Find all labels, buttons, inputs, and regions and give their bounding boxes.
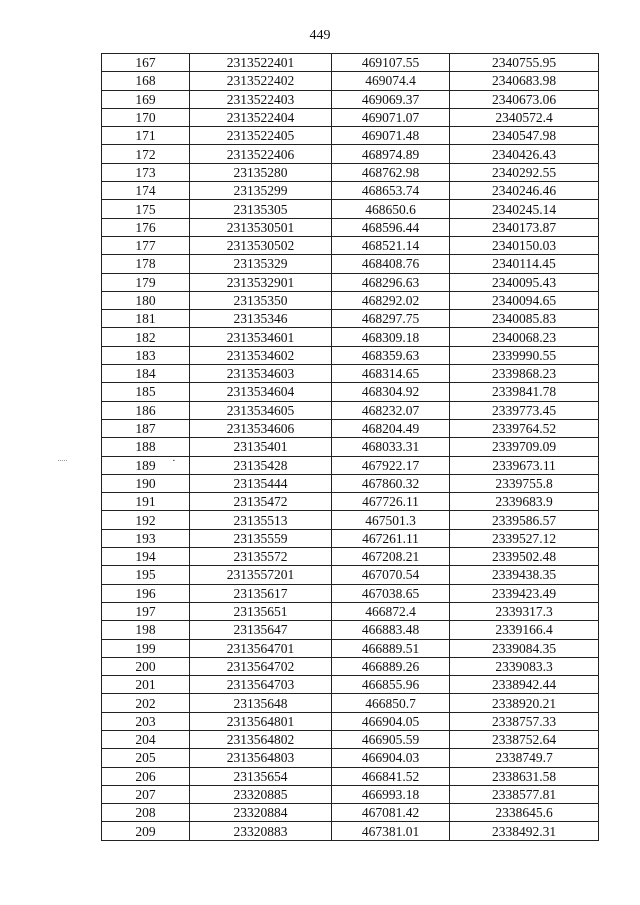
stray-dot-mark: · bbox=[172, 455, 176, 467]
y-coordinate-cell: 2339502.48 bbox=[450, 548, 599, 566]
point-id-cell: 2313532901 bbox=[190, 273, 332, 291]
y-coordinate-cell: 2339764.52 bbox=[450, 419, 599, 437]
point-id-cell: 23135444 bbox=[190, 474, 332, 492]
x-coordinate-cell: 469107.55 bbox=[332, 54, 450, 72]
x-coordinate-cell: 466904.05 bbox=[332, 712, 450, 730]
row-index-cell: 204 bbox=[102, 730, 190, 748]
row-index-cell: 195 bbox=[102, 566, 190, 584]
row-index-cell: 189 bbox=[102, 456, 190, 474]
row-index-cell: 173 bbox=[102, 163, 190, 181]
point-id-cell: 2313522404 bbox=[190, 108, 332, 126]
table-row bbox=[102, 273, 599, 291]
x-coordinate-cell: 467038.65 bbox=[332, 584, 450, 602]
point-id-cell: 2313534603 bbox=[190, 365, 332, 383]
table-row bbox=[102, 767, 599, 785]
y-coordinate-cell: 2339709.09 bbox=[450, 438, 599, 456]
y-coordinate-cell: 2338752.64 bbox=[450, 730, 599, 748]
row-index-cell: 196 bbox=[102, 584, 190, 602]
y-coordinate-cell: 2338577.81 bbox=[450, 785, 599, 803]
y-coordinate-cell: 2340173.87 bbox=[450, 218, 599, 236]
x-coordinate-cell: 467501.3 bbox=[332, 511, 450, 529]
y-coordinate-cell: 2340150.03 bbox=[450, 236, 599, 254]
y-coordinate-cell: 2339673.11 bbox=[450, 456, 599, 474]
point-id-cell: 2313522402 bbox=[190, 72, 332, 90]
y-coordinate-cell: 2339755.8 bbox=[450, 474, 599, 492]
row-index-cell: 176 bbox=[102, 218, 190, 236]
y-coordinate-cell: 2338942.44 bbox=[450, 676, 599, 694]
point-id-cell: 2313564803 bbox=[190, 749, 332, 767]
table-row bbox=[102, 182, 599, 200]
point-id-cell: 2313534602 bbox=[190, 346, 332, 364]
table-row bbox=[102, 621, 599, 639]
x-coordinate-cell: 468650.6 bbox=[332, 200, 450, 218]
point-id-cell: 23135472 bbox=[190, 493, 332, 511]
point-id-cell: 23135346 bbox=[190, 310, 332, 328]
row-index-cell: 200 bbox=[102, 657, 190, 675]
table-row bbox=[102, 694, 599, 712]
point-id-cell: 2313530501 bbox=[190, 218, 332, 236]
table-row bbox=[102, 383, 599, 401]
point-id-cell: 2313534601 bbox=[190, 328, 332, 346]
y-coordinate-cell: 2340547.98 bbox=[450, 127, 599, 145]
row-index-cell: 199 bbox=[102, 639, 190, 657]
table-row bbox=[102, 72, 599, 90]
y-coordinate-cell: 2339586.57 bbox=[450, 511, 599, 529]
point-id-cell: 23135280 bbox=[190, 163, 332, 181]
point-id-cell: 2313534605 bbox=[190, 401, 332, 419]
row-index-cell: 179 bbox=[102, 273, 190, 291]
x-coordinate-cell: 466904.03 bbox=[332, 749, 450, 767]
x-coordinate-cell: 468974.89 bbox=[332, 145, 450, 163]
row-index-cell: 208 bbox=[102, 804, 190, 822]
y-coordinate-cell: 2338645.6 bbox=[450, 804, 599, 822]
point-id-cell: 23320885 bbox=[190, 785, 332, 803]
row-index-cell: 203 bbox=[102, 712, 190, 730]
point-id-cell: 2313557201 bbox=[190, 566, 332, 584]
x-coordinate-cell: 468359.63 bbox=[332, 346, 450, 364]
table-row bbox=[102, 145, 599, 163]
row-index-cell: 177 bbox=[102, 236, 190, 254]
point-id-cell: 23135329 bbox=[190, 255, 332, 273]
table-row bbox=[102, 127, 599, 145]
point-id-cell: 2313530502 bbox=[190, 236, 332, 254]
x-coordinate-cell: 467081.42 bbox=[332, 804, 450, 822]
table-row bbox=[102, 749, 599, 767]
table-row bbox=[102, 493, 599, 511]
point-id-cell: 2313534604 bbox=[190, 383, 332, 401]
table-row bbox=[102, 730, 599, 748]
table-row bbox=[102, 218, 599, 236]
table-row bbox=[102, 163, 599, 181]
point-id-cell: 23135350 bbox=[190, 291, 332, 309]
x-coordinate-cell: 466993.18 bbox=[332, 785, 450, 803]
y-coordinate-cell: 2339317.3 bbox=[450, 602, 599, 620]
y-coordinate-cell: 2340068.23 bbox=[450, 328, 599, 346]
y-coordinate-cell: 2339438.35 bbox=[450, 566, 599, 584]
y-coordinate-cell: 2339166.4 bbox=[450, 621, 599, 639]
y-coordinate-cell: 2340755.95 bbox=[450, 54, 599, 72]
table-body bbox=[102, 54, 599, 841]
x-coordinate-cell: 469071.07 bbox=[332, 108, 450, 126]
x-coordinate-cell: 468304.92 bbox=[332, 383, 450, 401]
point-id-cell: 2313564702 bbox=[190, 657, 332, 675]
x-coordinate-cell: 469071.48 bbox=[332, 127, 450, 145]
x-coordinate-cell: 467261.11 bbox=[332, 529, 450, 547]
x-coordinate-cell: 469074.4 bbox=[332, 72, 450, 90]
y-coordinate-cell: 2339527.12 bbox=[450, 529, 599, 547]
y-coordinate-cell: 2340085.83 bbox=[450, 310, 599, 328]
point-id-cell: 2313564801 bbox=[190, 712, 332, 730]
x-coordinate-cell: 468297.75 bbox=[332, 310, 450, 328]
x-coordinate-cell: 467726.11 bbox=[332, 493, 450, 511]
row-index-cell: 171 bbox=[102, 127, 190, 145]
point-id-cell: 23135654 bbox=[190, 767, 332, 785]
y-coordinate-cell: 2339868.23 bbox=[450, 365, 599, 383]
table-row bbox=[102, 602, 599, 620]
y-coordinate-cell: 2340094.65 bbox=[450, 291, 599, 309]
x-coordinate-cell: 467208.21 bbox=[332, 548, 450, 566]
table-row bbox=[102, 548, 599, 566]
row-index-cell: 201 bbox=[102, 676, 190, 694]
x-coordinate-cell: 466850.7 bbox=[332, 694, 450, 712]
table-row bbox=[102, 584, 599, 602]
table-row bbox=[102, 291, 599, 309]
y-coordinate-cell: 2340095.43 bbox=[450, 273, 599, 291]
coordinates-table bbox=[101, 53, 599, 841]
table-row bbox=[102, 712, 599, 730]
point-id-cell: 23135299 bbox=[190, 182, 332, 200]
row-index-cell: 192 bbox=[102, 511, 190, 529]
y-coordinate-cell: 2338920.21 bbox=[450, 694, 599, 712]
row-index-cell: 186 bbox=[102, 401, 190, 419]
table-row bbox=[102, 438, 599, 456]
x-coordinate-cell: 466889.51 bbox=[332, 639, 450, 657]
table-row bbox=[102, 676, 599, 694]
point-id-cell: 23135647 bbox=[190, 621, 332, 639]
x-coordinate-cell: 466905.59 bbox=[332, 730, 450, 748]
x-coordinate-cell: 466872.4 bbox=[332, 602, 450, 620]
table-row bbox=[102, 328, 599, 346]
y-coordinate-cell: 2339841.78 bbox=[450, 383, 599, 401]
x-coordinate-cell: 467922.17 bbox=[332, 456, 450, 474]
table-row bbox=[102, 822, 599, 840]
point-id-cell: 23135401 bbox=[190, 438, 332, 456]
table-row bbox=[102, 108, 599, 126]
table-row bbox=[102, 401, 599, 419]
row-index-cell: 175 bbox=[102, 200, 190, 218]
x-coordinate-cell: 466841.52 bbox=[332, 767, 450, 785]
x-coordinate-cell: 469069.37 bbox=[332, 90, 450, 108]
row-index-cell: 169 bbox=[102, 90, 190, 108]
point-id-cell: 2313564802 bbox=[190, 730, 332, 748]
x-coordinate-cell: 468314.65 bbox=[332, 365, 450, 383]
table-row bbox=[102, 90, 599, 108]
point-id-cell: 2313522403 bbox=[190, 90, 332, 108]
y-coordinate-cell: 2340572.4 bbox=[450, 108, 599, 126]
y-coordinate-cell: 2340114.45 bbox=[450, 255, 599, 273]
y-coordinate-cell: 2338492.31 bbox=[450, 822, 599, 840]
y-coordinate-cell: 2340292.55 bbox=[450, 163, 599, 181]
x-coordinate-cell: 468309.18 bbox=[332, 328, 450, 346]
table-row bbox=[102, 236, 599, 254]
x-coordinate-cell: 468292.02 bbox=[332, 291, 450, 309]
point-id-cell: 23135617 bbox=[190, 584, 332, 602]
row-index-cell: 183 bbox=[102, 346, 190, 364]
point-id-cell: 2313564701 bbox=[190, 639, 332, 657]
x-coordinate-cell: 466855.96 bbox=[332, 676, 450, 694]
row-index-cell: 178 bbox=[102, 255, 190, 273]
point-id-cell: 23135428 bbox=[190, 456, 332, 474]
table-row bbox=[102, 804, 599, 822]
x-coordinate-cell: 468653.74 bbox=[332, 182, 450, 200]
margin-mark bbox=[58, 460, 67, 462]
y-coordinate-cell: 2340246.46 bbox=[450, 182, 599, 200]
point-id-cell: 23135559 bbox=[190, 529, 332, 547]
y-coordinate-cell: 2340245.14 bbox=[450, 200, 599, 218]
x-coordinate-cell: 468204.49 bbox=[332, 419, 450, 437]
row-index-cell: 209 bbox=[102, 822, 190, 840]
x-coordinate-cell: 468033.31 bbox=[332, 438, 450, 456]
row-index-cell: 187 bbox=[102, 419, 190, 437]
x-coordinate-cell: 466883.48 bbox=[332, 621, 450, 639]
x-coordinate-cell: 468408.76 bbox=[332, 255, 450, 273]
point-id-cell: 23320883 bbox=[190, 822, 332, 840]
table-row bbox=[102, 200, 599, 218]
row-index-cell: 184 bbox=[102, 365, 190, 383]
y-coordinate-cell: 2338749.7 bbox=[450, 749, 599, 767]
row-index-cell: 202 bbox=[102, 694, 190, 712]
x-coordinate-cell: 468232.07 bbox=[332, 401, 450, 419]
row-index-cell: 168 bbox=[102, 72, 190, 90]
row-index-cell: 180 bbox=[102, 291, 190, 309]
row-index-cell: 185 bbox=[102, 383, 190, 401]
point-id-cell: 23320884 bbox=[190, 804, 332, 822]
y-coordinate-cell: 2339683.9 bbox=[450, 493, 599, 511]
table-row bbox=[102, 785, 599, 803]
row-index-cell: 190 bbox=[102, 474, 190, 492]
x-coordinate-cell: 468762.98 bbox=[332, 163, 450, 181]
table-row bbox=[102, 529, 599, 547]
y-coordinate-cell: 2339990.55 bbox=[450, 346, 599, 364]
row-index-cell: 170 bbox=[102, 108, 190, 126]
row-index-cell: 188 bbox=[102, 438, 190, 456]
table-row bbox=[102, 365, 599, 383]
page-number: 449 bbox=[309, 28, 331, 43]
row-index-cell: 174 bbox=[102, 182, 190, 200]
x-coordinate-cell: 467070.54 bbox=[332, 566, 450, 584]
y-coordinate-cell: 2338631.58 bbox=[450, 767, 599, 785]
table-row bbox=[102, 419, 599, 437]
row-index-cell: 181 bbox=[102, 310, 190, 328]
table-row bbox=[102, 566, 599, 584]
row-index-cell: 194 bbox=[102, 548, 190, 566]
y-coordinate-cell: 2339423.49 bbox=[450, 584, 599, 602]
row-index-cell: 207 bbox=[102, 785, 190, 803]
point-id-cell: 23135305 bbox=[190, 200, 332, 218]
table-row bbox=[102, 456, 599, 474]
point-id-cell: 2313564703 bbox=[190, 676, 332, 694]
row-index-cell: 167 bbox=[102, 54, 190, 72]
point-id-cell: 2313522405 bbox=[190, 127, 332, 145]
table-row bbox=[102, 346, 599, 364]
point-id-cell: 23135513 bbox=[190, 511, 332, 529]
point-id-cell: 23135572 bbox=[190, 548, 332, 566]
point-id-cell: 23135651 bbox=[190, 602, 332, 620]
point-id-cell: 2313534606 bbox=[190, 419, 332, 437]
y-coordinate-cell: 2340683.98 bbox=[450, 72, 599, 90]
x-coordinate-cell: 467381.01 bbox=[332, 822, 450, 840]
x-coordinate-cell: 467860.32 bbox=[332, 474, 450, 492]
point-id-cell: 2313522406 bbox=[190, 145, 332, 163]
y-coordinate-cell: 2339084.35 bbox=[450, 639, 599, 657]
row-index-cell: 182 bbox=[102, 328, 190, 346]
row-index-cell: 198 bbox=[102, 621, 190, 639]
row-index-cell: 206 bbox=[102, 767, 190, 785]
table-row bbox=[102, 639, 599, 657]
row-index-cell: 193 bbox=[102, 529, 190, 547]
point-id-cell: 2313522401 bbox=[190, 54, 332, 72]
x-coordinate-cell: 468296.63 bbox=[332, 273, 450, 291]
y-coordinate-cell: 2340673.06 bbox=[450, 90, 599, 108]
table-row bbox=[102, 474, 599, 492]
x-coordinate-cell: 466889.26 bbox=[332, 657, 450, 675]
row-index-cell: 197 bbox=[102, 602, 190, 620]
row-index-cell: 172 bbox=[102, 145, 190, 163]
y-coordinate-cell: 2338757.33 bbox=[450, 712, 599, 730]
row-index-cell: 205 bbox=[102, 749, 190, 767]
y-coordinate-cell: 2339773.45 bbox=[450, 401, 599, 419]
table-row bbox=[102, 310, 599, 328]
y-coordinate-cell: 2340426.43 bbox=[450, 145, 599, 163]
x-coordinate-cell: 468596.44 bbox=[332, 218, 450, 236]
point-id-cell: 23135648 bbox=[190, 694, 332, 712]
table-row bbox=[102, 255, 599, 273]
y-coordinate-cell: 2339083.3 bbox=[450, 657, 599, 675]
x-coordinate-cell: 468521.14 bbox=[332, 236, 450, 254]
row-index-cell: 191 bbox=[102, 493, 190, 511]
table-row bbox=[102, 54, 599, 72]
table-row bbox=[102, 511, 599, 529]
table-row bbox=[102, 657, 599, 675]
